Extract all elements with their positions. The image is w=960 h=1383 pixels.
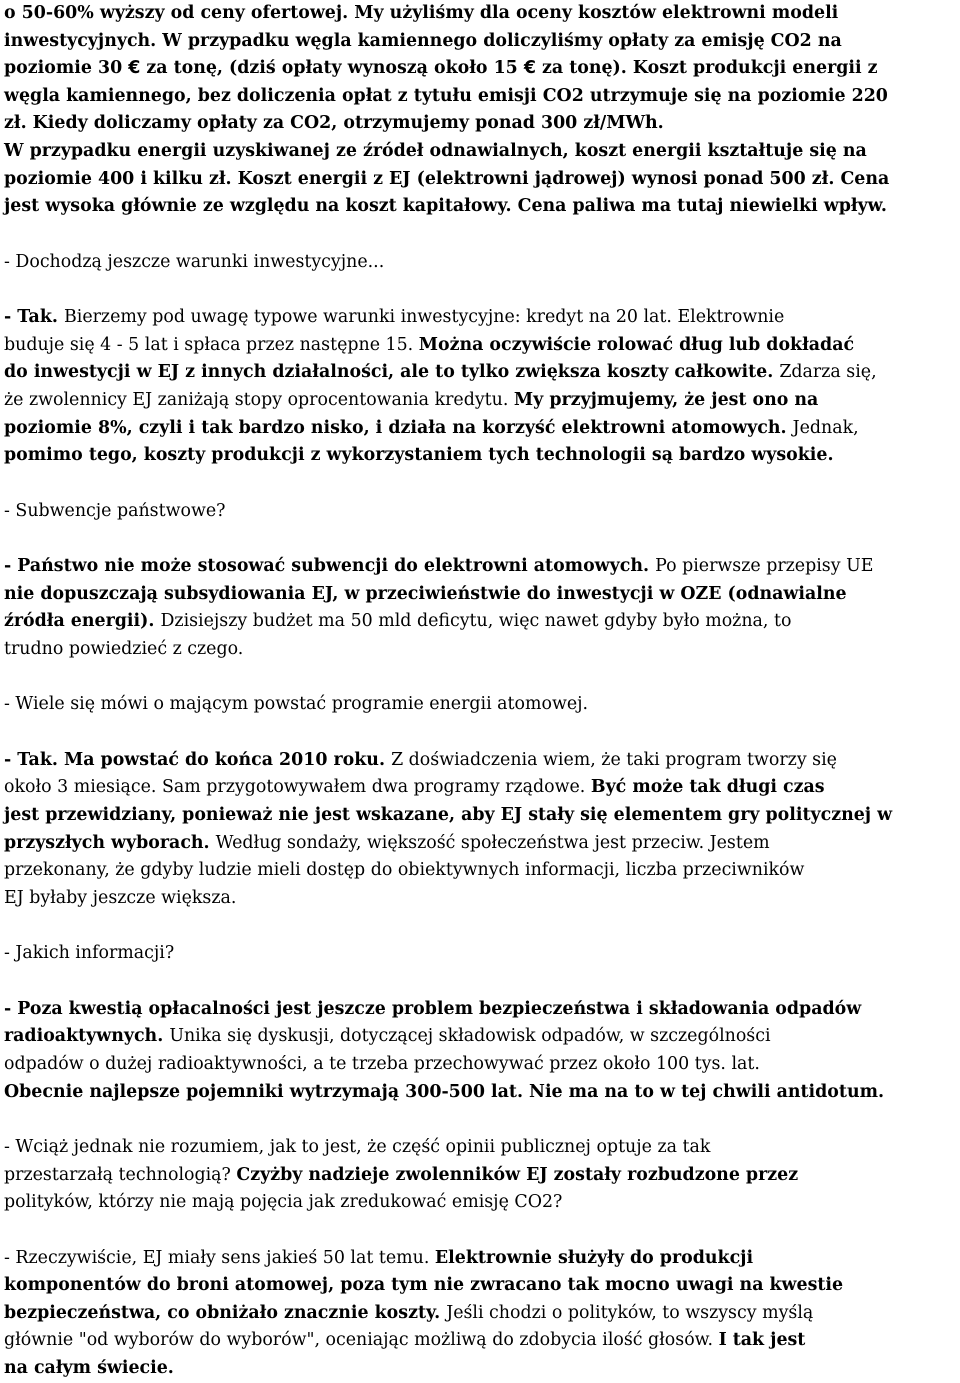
text-run: za tonę, (dziś opłaty wynoszą około 15 [140, 58, 524, 79]
text-run: - Dochodzą jeszcze warunki inwestycyjne... [4, 251, 385, 272]
text-run: poziomie 30 [4, 58, 129, 79]
text-line [4, 28, 954, 56]
text-line [4, 1189, 954, 1217]
text-run: przestarzałą technologią? [4, 1164, 237, 1185]
paragraph-spacer [4, 470, 954, 498]
text-run: do inwestycji w EJ z innych działalności, ale to tylko zwiększa koszty całkowite. [4, 362, 780, 383]
text-line [4, 1272, 954, 1300]
text-run: polityków, którzy nie mają pojęcia jak zredukować emisję CO2? [4, 1192, 563, 1213]
euro-symbol: € [128, 58, 141, 79]
text-run: Czyżby nadzieje zwolenników EJ zostały rozbudzone przez [236, 1164, 799, 1185]
text-run: - Rzeczywiście, EJ miały sens jakieś 50 lat temu. [4, 1247, 435, 1268]
text-line [4, 553, 954, 581]
text-run: Obecnie najlepsze pojemniki wytrzymają 300-500 lat. Nie ma na to w tej chwili antidotum. [4, 1081, 885, 1102]
text-line [4, 415, 954, 443]
paragraph-spacer [4, 1217, 954, 1245]
text-run: My przyjmujemy, że jest ono na [513, 389, 819, 410]
text-run: Bierzemy pod uwagę typowe warunki inwestycyjne: kredyt na 20 lat. Elektrownie [63, 307, 785, 328]
text-run: - Jakich informacji? [4, 943, 175, 964]
text-run: zł. Kiedy doliczamy opłaty za CO2, otrzymujemy ponad 300 zł/MWh. [4, 113, 664, 134]
text-run: Zdarza się, [779, 362, 877, 383]
text-line [4, 774, 954, 802]
text-line [4, 608, 954, 636]
text-line [4, 996, 954, 1024]
text-run: - Państwo nie może stosować subwencji do elektrowni atomowych. [4, 556, 656, 577]
text-run: - Wciąż jednak nie rozumiem, jak to jest, że część opinii publicznej optuje za tak [4, 1137, 711, 1158]
text-run: Być może tak długi czas [590, 777, 825, 798]
paragraph-spacer [4, 968, 954, 996]
text-run: przyszłych wyborach. [4, 832, 216, 853]
text-run: bezpieczeństwa, co obniżało znacznie koszty. [4, 1302, 447, 1323]
text-run: W przypadku energii uzyskiwanej ze źródeł odnawialnych, koszt energii kształtuje się na [4, 140, 867, 161]
interview-paragraph [4, 996, 954, 1106]
interview-paragraph [4, 747, 954, 913]
euro-symbol: € [523, 58, 536, 79]
text-line [4, 332, 954, 360]
text-line [4, 110, 954, 138]
text-run: około 3 miesiące. Sam przygotowywałem dwa programy rządowe. [4, 777, 591, 798]
text-line [4, 193, 954, 221]
text-line [4, 1162, 954, 1190]
text-run: węgla kamiennego, bez doliczenia opłat z tytułu emisji CO2 utrzymuje się na poziomie 220 [4, 85, 888, 106]
text-run: radioaktywnych. [4, 1026, 170, 1047]
text-line [4, 1079, 954, 1107]
text-line [4, 1134, 954, 1162]
text-run: inwestycyjnych. W przypadku węgla kamiennego doliczyliśmy opłaty za emisję CO2 na [4, 30, 842, 51]
text-run: buduje się 4 - 5 lat i spłaca przez następne 15. [4, 334, 419, 355]
text-run: Według sondaży, większość społeczeństwa jest przeciw. Jestem [215, 832, 770, 853]
text-run: - Subwencje państwowe? [4, 500, 226, 521]
text-line [4, 691, 954, 719]
text-run: Jeśli chodzi o polityków, to wszyscy myślą [446, 1302, 814, 1323]
text-line [4, 747, 954, 775]
text-line [4, 249, 954, 277]
text-run: - Tak. [4, 307, 64, 328]
text-line [4, 498, 954, 526]
text-run: przekonany, że gdyby ludzie mieli dostęp do obiektywnych informacji, liczba przeciwników [4, 860, 805, 881]
text-line [4, 1245, 954, 1273]
interview-question [4, 498, 954, 526]
text-run: - Poza kwestią opłacalności jest jeszcze problem bezpieczeństwa i składowania odpadów [4, 998, 862, 1019]
text-line [4, 885, 954, 913]
text-run: Elektrownie służyły do produkcji [434, 1247, 754, 1268]
interview-question [4, 691, 954, 719]
text-line [4, 442, 954, 470]
text-run: na całym świecie. [4, 1358, 174, 1379]
interview-paragraph [4, 304, 954, 470]
text-line [4, 1300, 954, 1328]
text-line [4, 359, 954, 387]
paragraph-spacer [4, 1106, 954, 1134]
text-run: pomimo tego, koszty produkcji z wykorzystaniem tych technologii są bardzo wysokie. [4, 445, 834, 466]
document-body [4, 0, 954, 1383]
text-run: EJ byłaby jeszcze większa. [4, 887, 237, 908]
text-line [4, 304, 954, 332]
text-run: poziomie 8%, czyli i tak bardzo nisko, i działa na korzyść elektrowni atomowych. [4, 417, 793, 438]
paragraph-spacer [4, 276, 954, 304]
text-line [4, 83, 954, 111]
paragraph-spacer [4, 221, 954, 249]
text-line [4, 0, 954, 28]
text-line [4, 387, 954, 415]
text-line [4, 55, 954, 83]
interview-paragraph [4, 553, 954, 663]
text-line [4, 1327, 954, 1355]
interview-question [4, 249, 954, 277]
text-line [4, 940, 954, 968]
text-run: Jednak, [792, 417, 859, 438]
text-run: trudno powiedzieć z czego. [4, 638, 244, 659]
text-line [4, 1023, 954, 1051]
text-line [4, 581, 954, 609]
text-line [4, 857, 954, 885]
text-run: odpadów o dużej radioaktywności, a te trzeba przechowywać przez około 100 tys. lat. [4, 1053, 760, 1074]
text-run: że zwolennicy EJ zaniżają stopy oprocentowania kredytu. [4, 389, 514, 410]
text-line [4, 830, 954, 858]
text-run: poziomie 400 i kilku zł. Koszt energii z EJ (elektrowni jądrowej) wynosi ponad 500 zł. Cena [4, 168, 890, 189]
text-line [4, 802, 954, 830]
text-run: źródła energii). [4, 611, 161, 632]
text-run: o 50-60% wyższy od ceny ofertowej. My użyliśmy dla oceny kosztów elektrowni modeli [4, 3, 839, 23]
paragraph-spacer [4, 912, 954, 940]
text-run: jest wysoka głównie ze względu na koszt kapitałowy. Cena paliwa ma tutaj niewielki wpływ. [4, 196, 887, 217]
interview-question [4, 940, 954, 968]
text-line [4, 1051, 954, 1079]
text-run: Dzisiejszy budżet ma 50 mld deficytu, więc nawet gdyby było można, to [160, 611, 792, 632]
text-run: Można oczywiście rolować dług lub dokładać [418, 334, 855, 355]
text-line [4, 138, 954, 166]
interview-paragraph [4, 0, 954, 221]
text-run: - Wiele się mówi o mającym powstać programie energii atomowej. [4, 694, 589, 715]
text-run: jest przewidziany, ponieważ nie jest wskazane, aby EJ stały się elementem gry politycznej w [4, 805, 893, 825]
interview-paragraph [4, 1245, 954, 1383]
text-line [4, 166, 954, 194]
text-run: Koszt produkcji energii z [632, 58, 878, 79]
text-run: Z doświadczenia wiem, że taki program tworzy się [391, 749, 837, 770]
interview-question [4, 1134, 954, 1217]
text-run: I tak jest [718, 1330, 806, 1351]
text-run: - Tak. Ma powstać do końca 2010 roku. [4, 749, 392, 770]
paragraph-spacer [4, 525, 954, 553]
paragraph-spacer [4, 663, 954, 691]
paragraph-spacer [4, 719, 954, 747]
text-run: nie dopuszczają subsydiowania EJ, w przeciwieństwie do inwestycji w OZE (odnawialne [4, 583, 847, 604]
document-page [4, 0, 954, 1383]
text-run: za tonę). [535, 58, 633, 79]
text-line [4, 1355, 954, 1383]
text-run: komponentów do broni atomowej, poza tym nie zwracano tak mocno uwagi na kwestie [4, 1275, 844, 1296]
text-run: głównie "od wyborów do wyborów", oceniając możliwą do zdobycia ilość głosów. [4, 1330, 719, 1351]
text-run: Unika się dyskusji, dotyczącej składowisk odpadów, w szczególności [169, 1026, 771, 1047]
text-line [4, 636, 954, 664]
text-run: Po pierwsze przepisy UE [655, 556, 874, 577]
